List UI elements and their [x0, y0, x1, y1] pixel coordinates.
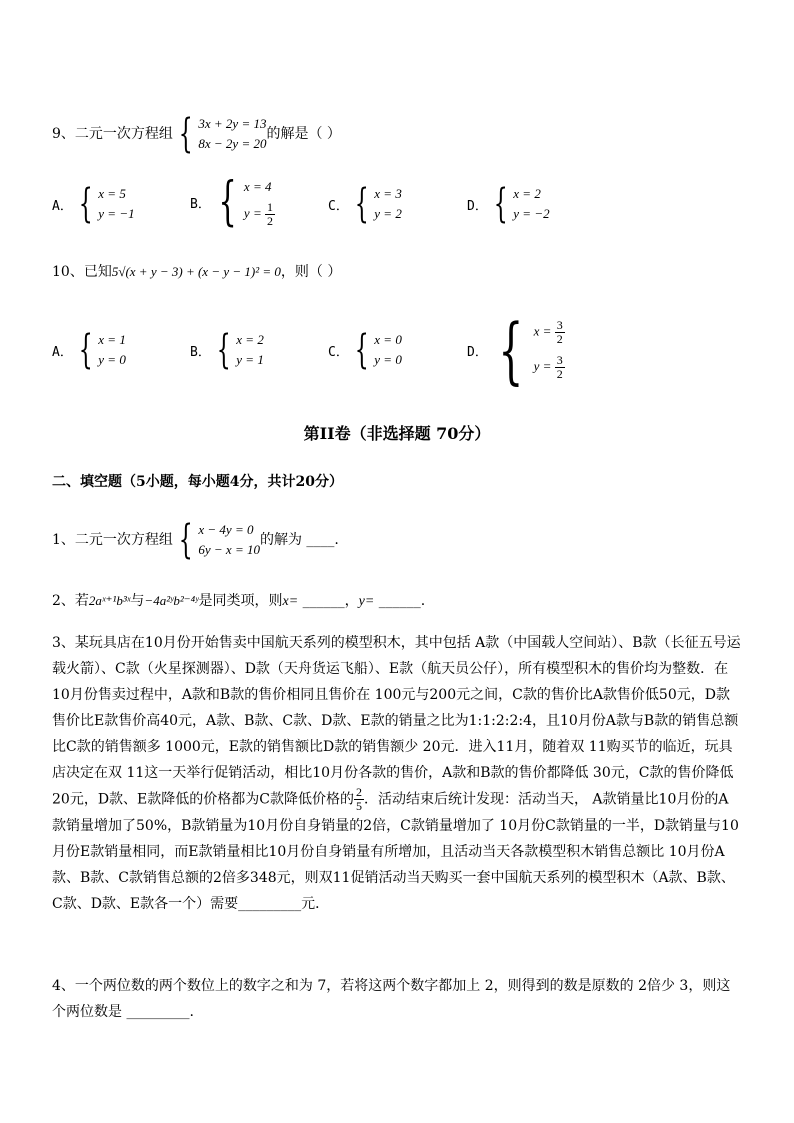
option-line-1: x = 2 [236, 332, 264, 347]
f2-x-eq: x= [282, 594, 299, 609]
option-line-1: x = 1 [98, 332, 126, 347]
q10-expression: 5√(x + y − 3) + (x − y − 1)² = 0 [111, 264, 281, 279]
fill-question-4 [52, 973, 742, 1025]
option-label: A． [52, 198, 73, 214]
q9-suffix: 的解是（ ） [266, 126, 341, 142]
option-line-2-lhs: y = [243, 204, 265, 220]
q9-eq2: 8x − 2y = 20 [198, 136, 267, 151]
q9-option-b [190, 172, 275, 232]
option-system [244, 177, 275, 228]
q10-prefix: 10、已知 [52, 264, 112, 280]
f2-prefix: 2、若 [52, 593, 89, 609]
option-line-2-lhs: y = [533, 358, 555, 374]
f3-text-after: ．活动结束后统计发现：活动当天， A款销量比10月份的A款销量增加了50%，B款销量为10月份自身销量的2倍，C款销量增加了 10月份C款销量的一半，D款销量与10月份E款销量相同，而E款销量相比10月份自身销量有所增加，且活动当天各款模型积木销售总额比 10月份A款、B款、C款销售总额的2倍多348元，则双11促销活动当天购买一套中国航天系列的模型积木（A款、B款、C款、D款、E款各一个）需要_________元． [52, 791, 739, 912]
option-system [374, 184, 402, 224]
f1-eq2: 6y − x = 10 [198, 542, 260, 557]
f2-term-1: 2aˣ⁺¹b³ˣ [88, 593, 131, 608]
brace-icon: { [354, 327, 369, 373]
fill-question-2 [52, 591, 425, 612]
part-2-title: 第II卷（非选择题 70分） [303, 424, 491, 443]
fraction-numerator: 3 [556, 353, 563, 367]
question-10 [52, 262, 341, 282]
fraction [555, 319, 565, 346]
brace-icon: { [493, 181, 508, 227]
f2-mid: 与 [130, 593, 145, 609]
f2-blank-2: ______. [374, 593, 426, 609]
option-line-1: x = 5 [98, 186, 126, 201]
option-label: C． [328, 344, 349, 360]
brace-icon: { [498, 308, 524, 392]
option-system [374, 330, 402, 370]
brace-icon: { [218, 172, 237, 232]
q9-option-c [328, 181, 402, 227]
option-label: C． [328, 198, 349, 214]
option-label: B． [190, 344, 211, 360]
f1-eq1: x − 4y = 0 [198, 522, 254, 537]
option-line-2: y = 0 [374, 352, 402, 367]
option-line-2: y = 2 [374, 206, 402, 221]
option-label: B． [190, 196, 211, 212]
option-line-1: x = 3 [374, 186, 402, 201]
q9-system [198, 114, 266, 154]
option-line-1 [534, 319, 565, 346]
q9-prefix: 9、二元一次方程组 [52, 126, 173, 142]
brace-icon: { [354, 181, 369, 227]
q9-eq1: 3x + 2y = 13 [198, 116, 267, 131]
option-system [534, 319, 565, 381]
f1-suffix: 的解为 ____. [259, 532, 339, 548]
f2-suffix: 是同类项，则 [198, 593, 283, 609]
brace-icon: { [178, 517, 193, 563]
f2-term-2: −4a²ʸb²⁻⁴ʸ [144, 593, 199, 608]
option-line-2: y = 1 [236, 352, 264, 367]
fill-in-section-heading: 二、填空题（5小题，每小题4分，共计20分） [52, 474, 343, 490]
fraction-numerator: 2 [355, 785, 362, 799]
option-line-1: x = 4 [243, 178, 272, 194]
fill-question-1 [52, 517, 339, 563]
q10-option-d [467, 308, 565, 392]
option-line-1-lhs: x = [533, 323, 555, 339]
fraction-denominator: 2 [556, 367, 563, 381]
f2-y-eq: y= [358, 594, 375, 609]
option-label: D． [467, 344, 488, 360]
fraction-denominator: 2 [556, 332, 563, 346]
option-line-2: y = −2 [513, 206, 550, 221]
brace-icon: { [78, 327, 93, 373]
option-system [98, 184, 134, 224]
fraction-numerator: 3 [556, 318, 563, 332]
fraction [265, 201, 275, 228]
f4-text: 4、一个两位数的两个数位上的数字之和为 7，若将这两个数字都加上 2，则得到的数是原数的 2倍少 3，则这个两位数是 _________. [52, 978, 731, 1020]
option-system [236, 330, 264, 370]
option-system [98, 330, 126, 370]
option-line-2 [244, 201, 275, 228]
q9-option-a [52, 181, 135, 227]
fraction [354, 786, 364, 813]
q9-option-d [467, 181, 550, 227]
brace-icon: { [178, 111, 193, 157]
brace-icon: { [78, 181, 93, 227]
q10-option-b [190, 327, 264, 373]
fill-question-3 [52, 630, 742, 917]
fraction [555, 354, 565, 381]
option-line-1: x = 0 [374, 332, 402, 347]
option-line-2 [534, 354, 565, 381]
option-label: A． [52, 344, 73, 360]
option-line-2: y = 0 [98, 352, 126, 367]
f1-system [198, 520, 260, 560]
q10-option-c [328, 327, 402, 373]
f2-blank-1: ______， [298, 593, 359, 609]
option-label: D． [467, 198, 488, 214]
option-line-2: y = −1 [98, 206, 135, 221]
fraction-denominator: 2 [266, 213, 273, 228]
fraction-denominator: 5 [355, 799, 362, 813]
option-system [513, 184, 549, 224]
q10-suffix: ，则（ ） [280, 264, 342, 280]
question-9 [52, 111, 341, 157]
f1-prefix: 1、二元一次方程组 [52, 532, 173, 548]
fraction-numerator: 1 [266, 199, 273, 214]
f3-text-before: 3、某玩具店在10月份开始售卖中国航天系列的模型积木，其中包括 A款（中国载人空间站）、B款（长征五号运载火箭）、C款（火星探测器）、D款（天舟货运飞船）、E款（航天员公仔），所有模型积木的售价均为整数．在10月份售卖过程中，A款和B款的售价相同且售价在 100元与200元之间，C款的售价比A款售价低50元，D款售价比E款售价高40元，A款、B款、C款、D款、E款的销量之比为1:1:2:2:4，且10月份A款与B款的销售总额比C款的销售额多 1000元，E款的销售额比D款的销售额少 20元．进入11月，随着双 11购买节的临近，玩具店决定在双 11这一天举行促销活动，相比10月份各款的售价，A款和B款的售价都降低 30元，C款的售价降低 20元，D款、E款降低的价格都为C款降低价格的 [52, 635, 741, 808]
brace-icon: { [216, 327, 231, 373]
q10-option-a [52, 327, 126, 373]
option-line-1: x = 2 [513, 186, 541, 201]
